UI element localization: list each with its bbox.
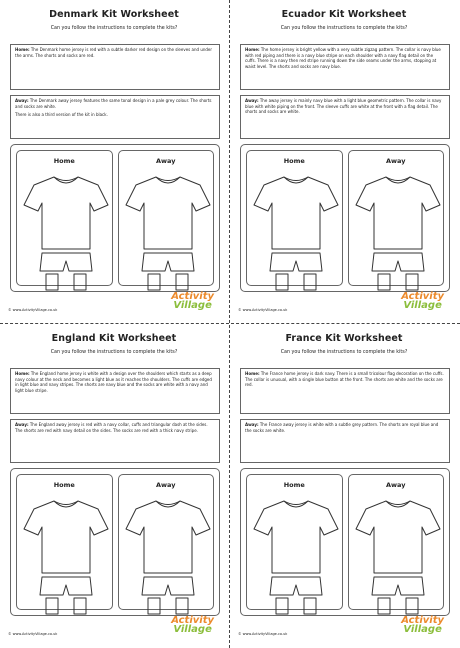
away-instructions bbox=[10, 419, 220, 463]
away-kit-label: Away bbox=[386, 481, 406, 489]
home-label: Home: bbox=[15, 371, 30, 376]
shorts-outline bbox=[372, 577, 424, 595]
home-text: The home jersey is bright yellow with a very subtle zigzag pattern. The collar is navy blue with red piping and there is a navy blue stripe on each shoulder with a navy flag detail on the cuffs. There is a navy then red stripe running down the side seams under the arms, stopping at waist level. The shorts and socks are navy blue. bbox=[245, 47, 441, 69]
home-instructions bbox=[10, 44, 220, 90]
home-kit-label: Home bbox=[283, 481, 305, 489]
home-label: Home: bbox=[245, 371, 260, 376]
away-instructions bbox=[10, 95, 220, 139]
right-sock-outline bbox=[406, 598, 418, 614]
away-kit-panel bbox=[348, 150, 445, 286]
away-text: The away jersey is mainly navy blue with a light blue geometric pattern. The collar is navy blue with white piping on the front. The sleeve cuffs are white at the front with a flag detail. The shorts and socks are white. bbox=[245, 98, 442, 115]
home-kit-panel bbox=[16, 474, 113, 610]
home-kit-panel bbox=[246, 150, 343, 286]
kit-panels bbox=[10, 144, 220, 292]
logo-line1: Activity bbox=[171, 291, 214, 302]
jersey-outline bbox=[356, 177, 440, 249]
home-instructions bbox=[240, 44, 450, 90]
shorts-outline bbox=[142, 253, 194, 271]
away-label: Away: bbox=[15, 98, 29, 103]
home-label: Home: bbox=[245, 47, 260, 52]
kit-panels bbox=[10, 468, 220, 616]
worksheet-subtitle: Can you follow the instructions to complete the kits? bbox=[280, 26, 408, 31]
kit-outline-drawing bbox=[20, 495, 112, 615]
logo-line2: Village bbox=[173, 300, 212, 311]
home-instructions bbox=[10, 368, 220, 414]
right-sock-outline bbox=[176, 598, 188, 614]
right-sock-outline bbox=[74, 598, 86, 614]
left-sock-outline bbox=[378, 598, 390, 614]
jersey-outline bbox=[126, 177, 210, 249]
home-kit-label: Home bbox=[53, 157, 75, 165]
shorts-outline bbox=[40, 253, 92, 271]
worksheet-title: England Kit Worksheet bbox=[51, 333, 177, 344]
right-sock-outline bbox=[304, 274, 316, 290]
away-text: The England away jersey is red with a navy collar, cuffs and triangular dash at the sides. The shorts are red with navy detail on the sides. The socks are red with a thick navy stripe. bbox=[15, 422, 208, 433]
extra-note: There is also a third version of the kit in black. bbox=[15, 112, 108, 118]
kit-outline-drawing bbox=[20, 171, 112, 291]
away-kit-panel bbox=[118, 150, 215, 286]
left-sock-outline bbox=[148, 274, 160, 290]
footer-url: © www.ActivityVillage.co.uk bbox=[238, 308, 288, 312]
worksheet-subtitle: Can you follow the instructions to complete the kits? bbox=[280, 350, 408, 355]
kit-outline-drawing bbox=[122, 495, 214, 615]
activity-village-logo bbox=[401, 616, 444, 634]
jersey-outline bbox=[254, 501, 338, 573]
left-sock-outline bbox=[46, 274, 58, 290]
left-sock-outline bbox=[276, 598, 288, 614]
jersey-outline bbox=[24, 177, 108, 249]
away-instructions bbox=[240, 419, 450, 463]
away-kit-panel bbox=[348, 474, 445, 610]
kit-outline-drawing bbox=[250, 495, 342, 615]
jersey-outline bbox=[126, 501, 210, 573]
right-sock-outline bbox=[406, 274, 418, 290]
kit-outline-drawing bbox=[250, 171, 342, 291]
worksheet-denmark bbox=[4, 2, 224, 320]
jersey-outline bbox=[356, 501, 440, 573]
jersey-outline bbox=[254, 177, 338, 249]
shorts-outline bbox=[372, 253, 424, 271]
away-kit-label: Away bbox=[156, 481, 176, 489]
shorts-outline bbox=[270, 253, 322, 271]
away-kit-label: Away bbox=[156, 157, 176, 165]
logo-line2: Village bbox=[403, 300, 442, 311]
left-sock-outline bbox=[148, 598, 160, 614]
home-text: The England home jersey is white with a design over the shoulders which starts as a deep navy colour at the neck and becomes a light blue as it reaches the shoulders. The cuffs are edged in light blue and navy stripes. The shorts are navy blue and the socks are white with a navy and light blue stripe. bbox=[15, 371, 212, 393]
logo-line2: Village bbox=[173, 624, 212, 635]
activity-village-logo bbox=[171, 616, 214, 634]
away-kit-panel bbox=[118, 474, 215, 610]
kit-outline-drawing bbox=[122, 171, 214, 291]
left-sock-outline bbox=[46, 598, 58, 614]
jersey-outline bbox=[24, 501, 108, 573]
activity-village-logo bbox=[171, 292, 214, 310]
logo-line1: Activity bbox=[171, 615, 214, 626]
home-kit-label: Home bbox=[53, 481, 75, 489]
kit-outline-drawing bbox=[352, 495, 444, 615]
home-instructions bbox=[240, 368, 450, 414]
horizontal-cut-line bbox=[0, 323, 460, 324]
left-sock-outline bbox=[378, 274, 390, 290]
right-sock-outline bbox=[176, 274, 188, 290]
logo-line1: Activity bbox=[401, 615, 444, 626]
worksheet-france bbox=[234, 326, 454, 644]
right-sock-outline bbox=[74, 274, 86, 290]
shorts-outline bbox=[142, 577, 194, 595]
worksheet-title: France Kit Worksheet bbox=[285, 333, 403, 344]
home-text: The Denmark home jersey is red with a subtle darker red design on the sleeves and under the arms. The shorts and socks are red. bbox=[15, 47, 213, 58]
shorts-outline bbox=[40, 577, 92, 595]
activity-village-logo bbox=[401, 292, 444, 310]
footer-url: © www.ActivityVillage.co.uk bbox=[238, 632, 288, 636]
away-instructions bbox=[240, 95, 450, 139]
home-kit-panel bbox=[16, 150, 113, 286]
home-text: The France home jersey is dark navy. There is a small tricolour flag decoration on the cuffs. The collar is unusual, with a single blue button at the front. The shorts are white and the socks are red. bbox=[245, 371, 444, 388]
worksheet-title: Denmark Kit Worksheet bbox=[49, 9, 179, 20]
home-kit-label: Home bbox=[283, 157, 305, 165]
footer-url: © www.ActivityVillage.co.uk bbox=[8, 632, 58, 636]
vertical-cut-line bbox=[229, 0, 230, 648]
home-label: Home: bbox=[15, 47, 30, 52]
away-label: Away: bbox=[15, 422, 29, 427]
away-label: Away: bbox=[245, 422, 259, 427]
worksheet-england bbox=[4, 326, 224, 644]
kit-panels bbox=[240, 144, 450, 292]
kit-outline-drawing bbox=[352, 171, 444, 291]
worksheet-subtitle: Can you follow the instructions to complete the kits? bbox=[50, 26, 178, 31]
away-text: The Denmark away jersey features the same tonal design in a pale grey colour. The shorts and socks are white. bbox=[15, 98, 212, 109]
shorts-outline bbox=[270, 577, 322, 595]
worksheet-subtitle: Can you follow the instructions to complete the kits? bbox=[50, 350, 178, 355]
worksheet-ecuador bbox=[234, 2, 454, 320]
logo-line1: Activity bbox=[401, 291, 444, 302]
right-sock-outline bbox=[304, 598, 316, 614]
home-kit-panel bbox=[246, 474, 343, 610]
away-kit-label: Away bbox=[386, 157, 406, 165]
left-sock-outline bbox=[276, 274, 288, 290]
kit-panels bbox=[240, 468, 450, 616]
away-label: Away: bbox=[245, 98, 259, 103]
footer-url: © www.ActivityVillage.co.uk bbox=[8, 308, 58, 312]
away-text: The France away jersey is white with a subtle grey pattern. The shorts are royal blue and the socks are white. bbox=[245, 422, 439, 433]
worksheet-title: Ecuador Kit Worksheet bbox=[281, 9, 407, 20]
logo-line2: Village bbox=[403, 624, 442, 635]
